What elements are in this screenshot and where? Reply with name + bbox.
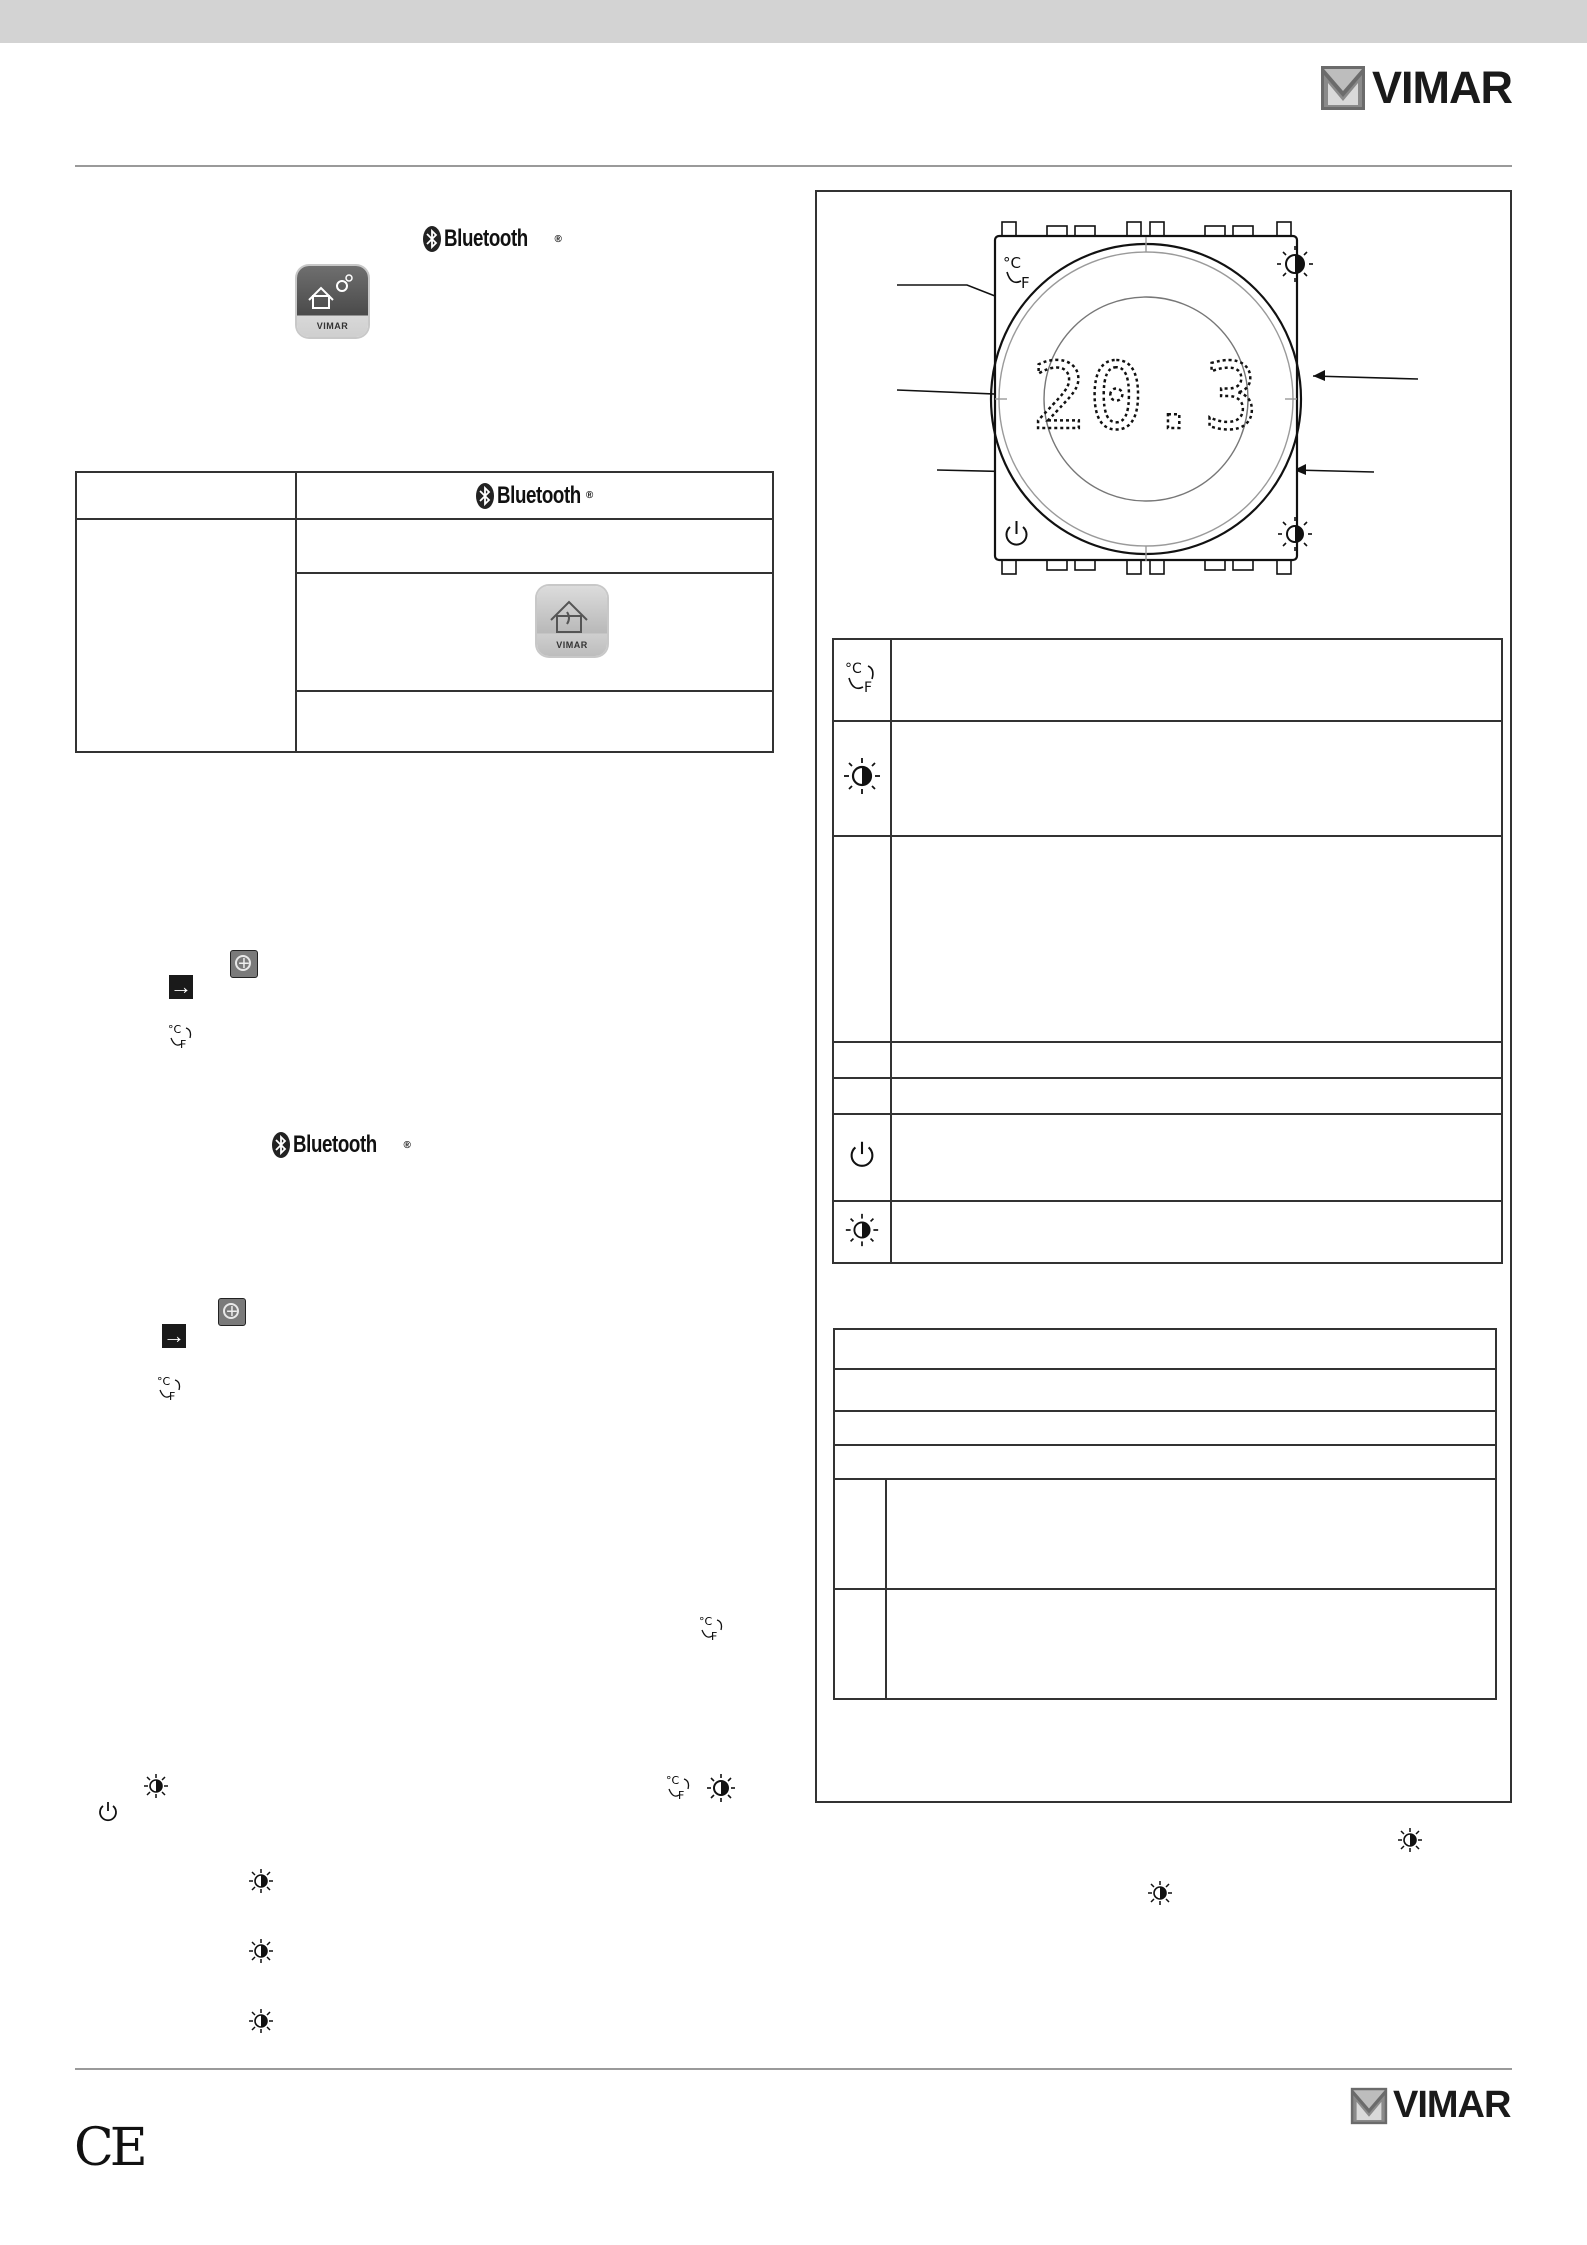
table-cell-app [296,573,773,691]
technical-data-table [833,1328,1497,1700]
svg-text:°C: °C [845,660,862,677]
table-cell [834,1329,1496,1369]
bluetooth-icon [272,1132,290,1158]
arrow-right-icon[interactable]: → [170,974,192,999]
device-diagram-panel [815,190,1512,1803]
heat-cool-mode-icon [1147,1880,1173,1906]
bluetooth-logo: Bluetooth ® [297,482,772,510]
legend-text-cell [891,639,1502,721]
footer-divider [75,2068,1512,2070]
brand-logo-footer [1350,2084,1510,2127]
brand-name: VIMAR [1393,2084,1511,2126]
power-icon [96,1800,120,1824]
legend-icon-cell [833,836,891,1042]
svg-text:°C: °C [168,1023,182,1036]
svg-text:°C: °C [1003,254,1021,272]
ce-mark: CE [74,2118,144,2178]
display-temperature: 20.3 [1031,343,1261,450]
celsius-fahrenheit-icon [697,1614,727,1644]
svg-text:°C: °C [699,1615,713,1628]
table-cell [296,519,773,573]
legend-icon-cell [833,1042,891,1078]
bluetooth-logo: Bluetooth ® [423,225,562,253]
brightness-contrast-icon [842,756,882,796]
svg-text:F: F [1021,274,1030,292]
table-cell [834,1479,886,1589]
power-icon [845,1138,879,1172]
bluetooth-logo: Bluetooth ® [272,1131,411,1159]
table-cell [886,1479,1496,1589]
celsius-fahrenheit-icon [842,658,882,698]
vimar-logo-icon [1320,65,1366,111]
vimar-app-icon[interactable]: VIMAR [297,266,368,337]
table-cell [834,1369,1496,1411]
vimar-app-icon[interactable]: VIMAR [537,586,607,656]
heat-cool-mode-icon [248,1868,274,1894]
legend-text-cell [891,1042,1502,1078]
plus-button-icon[interactable] [218,1298,246,1326]
svg-text:°C: °C [666,1774,680,1787]
brand-name: VIMAR [1372,62,1512,113]
brand-logo-header [1320,62,1512,114]
celsius-fahrenheit-icon [664,1773,694,1803]
heat-cool-mode-icon [248,2008,274,2034]
heat-cool-mode-icon [843,1211,881,1249]
legend-icon-cell [833,1114,891,1201]
svg-text:F: F [711,1630,718,1643]
table-cell [834,1411,1496,1445]
thermostat-diagram [817,192,1514,612]
heat-cool-mode-icon [248,1938,274,1964]
vimar-logo-icon [1350,2087,1388,2125]
legend-icon-cell [833,639,891,721]
svg-text:F: F [678,1789,685,1802]
table-cell [76,519,296,752]
bluetooth-icon [423,226,441,252]
svg-text:F: F [169,1390,176,1403]
table-cell [886,1589,1496,1699]
legend-icon-cell [833,1201,891,1263]
plus-button-icon[interactable] [230,950,258,978]
table-cell [834,1445,1496,1479]
button-legend-table [832,638,1503,1264]
table-cell [76,472,296,519]
legend-text-cell [891,1078,1502,1114]
table-cell [834,1589,886,1699]
svg-text:F: F [864,679,873,696]
celsius-fahrenheit-icon [155,1374,185,1404]
legend-text-cell [891,721,1502,836]
header-divider [75,165,1512,167]
table-cell [296,691,773,752]
heat-cool-mode-icon [143,1773,169,1799]
legend-icon-cell [833,1078,891,1114]
brightness-contrast-icon [706,1773,736,1803]
legend-text-cell [891,1114,1502,1201]
arrow-right-icon[interactable]: → [163,1323,185,1348]
celsius-fahrenheit-icon [166,1022,196,1052]
heat-cool-mode-icon [1397,1827,1423,1853]
top-bar [0,0,1587,43]
svg-text:°C: °C [157,1375,171,1388]
table-cell-bluetooth [296,472,773,519]
legend-icon-cell [833,721,891,836]
legend-text-cell [891,836,1502,1042]
legend-text-cell [891,1201,1502,1263]
bluetooth-icon [476,483,494,509]
requirements-table [75,471,774,753]
svg-text:F: F [180,1038,187,1051]
